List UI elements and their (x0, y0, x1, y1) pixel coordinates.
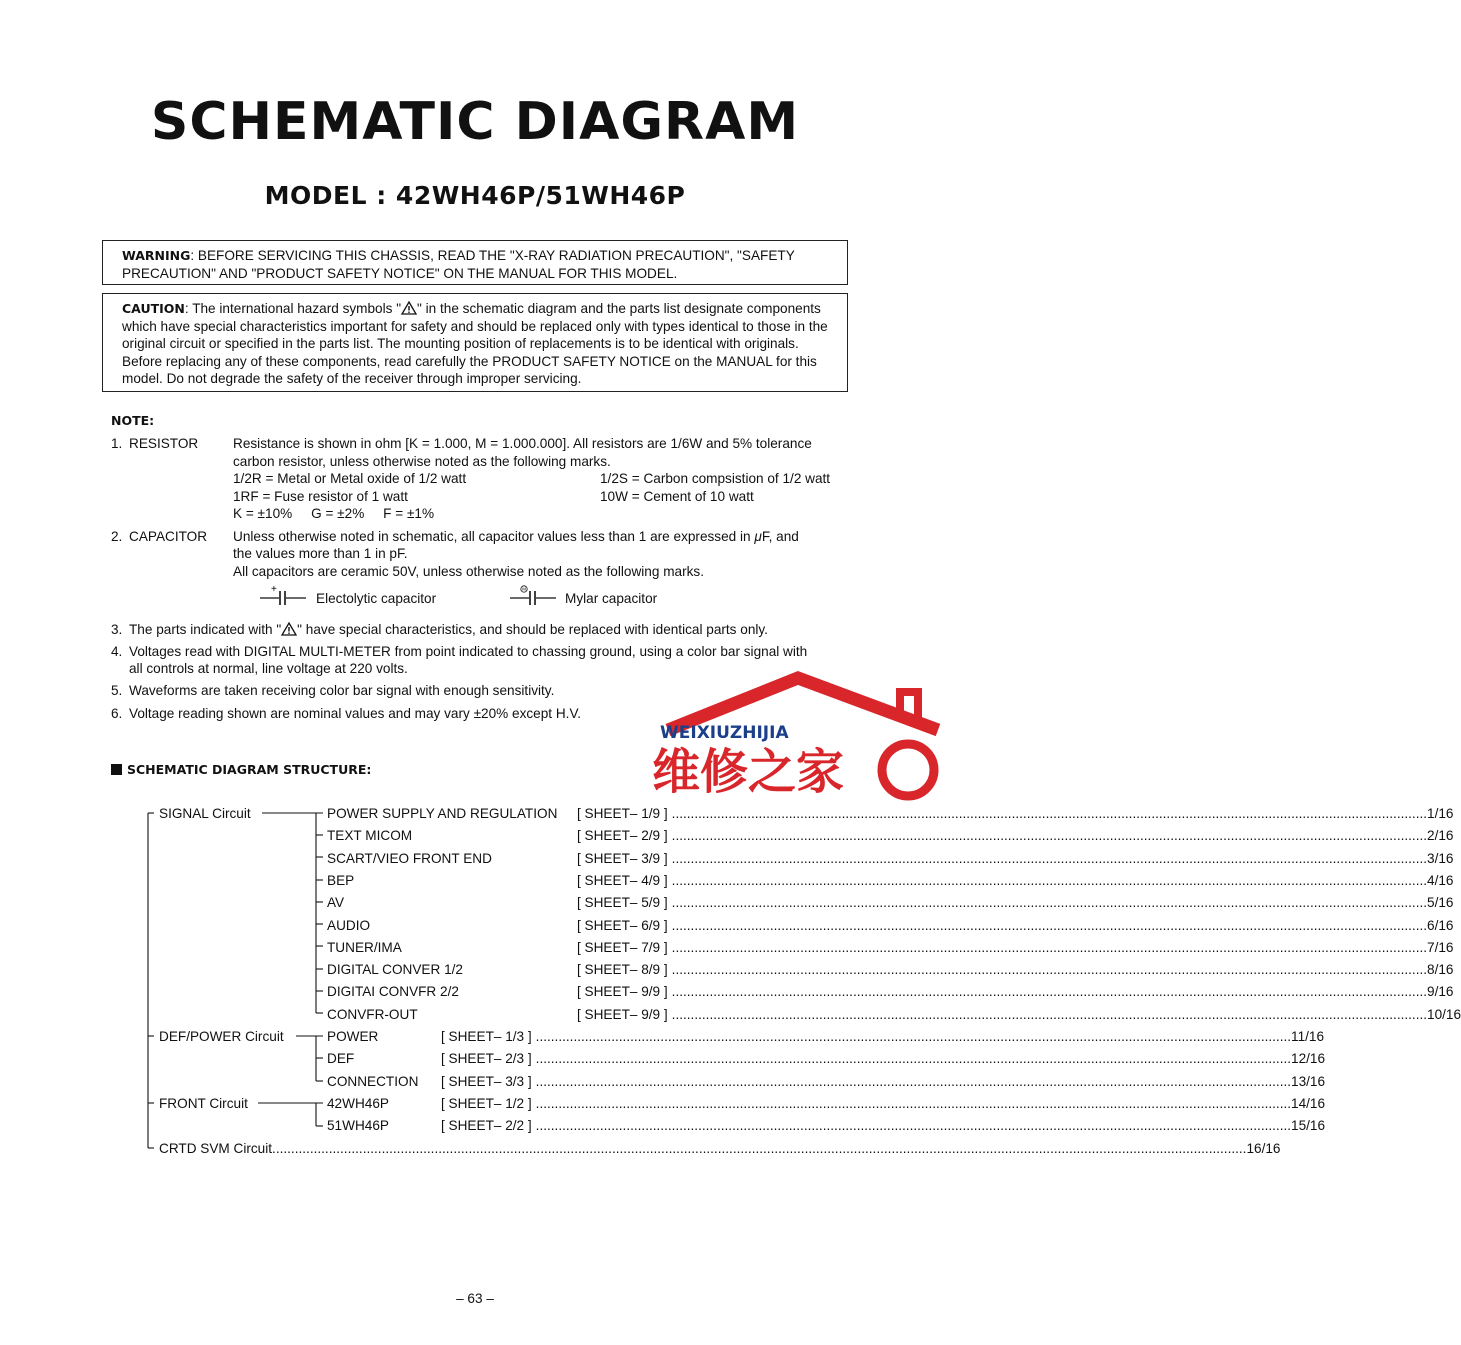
structure-item-ref (577, 917, 1454, 935)
structure-item-ref (441, 1117, 1326, 1135)
note-3-b: " have special characteristics, and should be replaced with identical parts only. (297, 622, 768, 637)
structure-item-ref (577, 850, 1454, 868)
structure-item-ref (577, 872, 1454, 890)
capacitor-line-2: the values more than 1 in pF. (233, 546, 408, 561)
note-3-num: 3. (111, 622, 123, 637)
sheet-ref: [ SHEET– 8/9 ] (577, 962, 668, 977)
dot-leader: ........................................................................................................................................................................................................ (535, 1051, 1292, 1066)
page-ref: 15/16 (1291, 1118, 1326, 1133)
page-ref: 14/16 (1291, 1096, 1326, 1111)
watermark-chinese: 维修之家 (652, 744, 845, 800)
dot-leader: ........................................................................................................................................................................................................ (671, 962, 1428, 977)
page-ref: 4/16 (1427, 873, 1454, 888)
capacitor-num: 2. (111, 529, 123, 544)
structure-item-ref (577, 894, 1454, 912)
resistor-mark-4: 10W = Cement of 10 watt (600, 489, 754, 504)
dot-leader: ........................................................................................................................................................................................................ (671, 806, 1428, 821)
dot-leader: ........................................................................................................................................................................................................ (671, 984, 1428, 999)
structure-item-name: DEF (327, 1051, 355, 1066)
dot-leader: ........................................................................................................................................................................................................ (671, 828, 1428, 843)
structure-item-ref (577, 805, 1454, 823)
page-ref: 1/16 (1427, 806, 1454, 821)
dot-leader: ........................................................................................................................................................................................................ (671, 851, 1428, 866)
sheet-ref: [ SHEET– 1/9 ] (577, 806, 668, 821)
resistor-label: RESISTOR (129, 436, 199, 451)
warning-text-line-1: : BEFORE SERVICING THIS CHASSIS, READ THE "X-RAY RADIATION PRECAUTION", "SAFETY (190, 248, 795, 263)
structure-item-ref (577, 827, 1454, 845)
sheet-ref: [ SHEET– 3/9 ] (577, 851, 668, 866)
structure-item-name: TEXT MICOM (327, 828, 413, 843)
caution-line-4: Before replacing any of these components, read carefully the PRODUCT SAFETY NOTICE on the MANUAL for this (122, 353, 817, 369)
sheet-ref: [ SHEET– 6/9 ] (577, 918, 668, 933)
resistor-num: 1. (111, 436, 123, 451)
caution-text-b: " in the schematic diagram and the parts list designate components (417, 301, 821, 316)
note-4-num: 4. (111, 644, 123, 659)
note-4-line-2: all controls at normal, line voltage at 220 volts. (129, 661, 408, 676)
sheet-ref: [ SHEET– 4/9 ] (577, 873, 668, 888)
structure-item-ref (577, 1006, 1461, 1024)
structure-item-name: 51WH46P (327, 1118, 389, 1133)
dot-leader: ........................................................................................................................................................................................................ (671, 1007, 1428, 1022)
caution-line-5: model. Do not degrade the safety of the receiver through improper servicing. (122, 371, 582, 386)
resistor-tolerance: K = ±10% G = ±2% F = ±1% (233, 506, 435, 521)
structure-item-ref (577, 983, 1454, 1001)
sheet-ref: [ SHEET– 2/3 ] (441, 1051, 532, 1066)
page-ref: 6/16 (1427, 918, 1454, 933)
structure-item-name: BEP (327, 873, 355, 888)
resistor-mark-1: 1/2R = Metal or Metal oxide of 1/2 watt (233, 471, 467, 486)
structure-item-name: DIGITAI CONVFR 2/2 (327, 984, 459, 999)
dot-leader: ........................................................................................................................................................................................................ (671, 940, 1428, 955)
caution-label: CAUTION (122, 301, 185, 316)
mylar-m-label: M (522, 586, 527, 592)
capacitor-line-1a: Unless otherwise noted in schematic, all capacitor values less than 1 are expressed in (233, 529, 755, 544)
defpower-circuit-label: DEF/POWER Circuit (159, 1029, 284, 1044)
dot-leader: ........................................................................................................................................................................................................ (535, 1074, 1292, 1089)
page-ref: 12/16 (1291, 1051, 1326, 1066)
structure-item-name: DIGITAL CONVER 1/2 (327, 962, 463, 977)
sheet-ref: [ SHEET– 3/3 ] (441, 1074, 532, 1089)
caution-line-2: which have special characteristics important for safety and should be replaced only with types identical to those in the (122, 318, 828, 334)
note-5-num: 5. (111, 683, 123, 698)
page-title: SCHEMATIC DIAGRAM (150, 92, 800, 152)
caution-line-3: original circuit or specified in the parts list. The mounting position of replacements is to be identical with originals. (122, 336, 799, 351)
sheet-ref: [ SHEET– 9/9 ] (577, 1007, 668, 1022)
signal-circuit-label: SIGNAL Circuit (159, 806, 251, 821)
structure-item-ref (441, 1028, 1325, 1046)
page-ref: 10/16 (1427, 1007, 1461, 1022)
caution-text-a: : The international hazard symbols " (184, 301, 402, 316)
electrolytic-plus-label: + (271, 584, 277, 595)
micro-symbol: μ (754, 529, 762, 544)
watermark-latin: WEIXIUZHIJIA (660, 723, 789, 743)
crtd-page: 16/16 (1246, 1141, 1281, 1156)
note-6-num: 6. (111, 706, 123, 721)
warning-label: WARNING (122, 248, 191, 263)
structure-item-name: CONVFR-OUT (327, 1007, 418, 1022)
structure-item-name: POWER SUPPLY AND REGULATION (327, 806, 558, 821)
sheet-ref: [ SHEET– 5/9 ] (577, 895, 668, 910)
structure-item-name: TUNER/IMA (327, 940, 402, 955)
structure-item-name: CONNECTION (327, 1074, 419, 1089)
resistor-mark-3: 1RF = Fuse resistor of 1 watt (233, 489, 408, 504)
dot-leader: ........................................................................................................................................................................................................ (671, 873, 1428, 888)
note-4-line-1: Voltages read with DIGITAL MULTI-METER from point indicated to chassing ground, using a color bar signal with (129, 644, 808, 659)
page-ref: 3/16 (1427, 851, 1454, 866)
front-circuit-label: FRONT Circuit (159, 1096, 248, 1111)
dot-leader: .................................................................................................................................................................................................................................................................. (272, 1141, 1247, 1156)
structure-heading-text: SCHEMATIC DIAGRAM STRUCTURE: (127, 762, 372, 777)
sheet-ref: [ SHEET– 2/2 ] (441, 1118, 532, 1133)
structure-item-name: AV (327, 895, 345, 910)
page-ref: 2/16 (1427, 828, 1454, 843)
dot-leader: ........................................................................................................................................................................................................ (671, 895, 1428, 910)
structure-item-ref (441, 1095, 1326, 1113)
dot-leader: ........................................................................................................................................................................................................ (535, 1096, 1292, 1111)
structure-item-name: POWER (327, 1029, 379, 1044)
page-ref: 5/16 (1427, 895, 1454, 910)
resistor-line-2: carbon resistor, unless otherwise noted as the following marks. (233, 454, 611, 469)
sheet-ref: [ SHEET– 9/9 ] (577, 984, 668, 999)
note-heading: NOTE: (111, 413, 155, 428)
structure-item-ref (441, 1050, 1326, 1068)
warning-text-line-2: PRECAUTION" AND "PRODUCT SAFETY NOTICE" ON THE MANUAL FOR THIS MODEL. (122, 265, 678, 281)
sheet-ref: [ SHEET– 1/3 ] (441, 1029, 532, 1044)
sheet-ref: [ SHEET– 2/9 ] (577, 828, 668, 843)
resistor-line-1: Resistance is shown in ohm [K = 1.000, M = 1.000.000]. All resistors are 1/6W and 5% tolerance (233, 436, 812, 451)
dot-leader: ........................................................................................................................................................................................................ (671, 918, 1428, 933)
note-6-text: Voltage reading shown are nominal values and may vary ±20% except H.V. (129, 706, 582, 721)
model-heading: MODEL : 42WH46P/51WH46P (264, 181, 686, 210)
capacitor-line-1b: F, and (761, 529, 799, 544)
crtd-row (159, 1140, 1281, 1158)
structure-item-ref (577, 939, 1454, 957)
dot-leader: ........................................................................................................................................................................................................ (535, 1118, 1292, 1133)
sheet-ref: [ SHEET– 7/9 ] (577, 940, 668, 955)
crtd-circuit-label: CRTD SVM Circuit (159, 1141, 273, 1156)
page-ref: 13/16 (1291, 1074, 1326, 1089)
structure-item-ref (441, 1073, 1326, 1091)
resistor-mark-2: 1/2S = Carbon compsistion of 1/2 watt (600, 471, 831, 486)
structure-item-ref (577, 961, 1454, 979)
page-ref: 9/16 (1427, 984, 1454, 999)
page-number: – 63 – (456, 1291, 494, 1306)
mylar-label: Mylar capacitor (565, 591, 658, 606)
note-5-text: Waveforms are taken receiving color bar signal with enough sensitivity. (129, 683, 555, 698)
structure-item-name: AUDIO (327, 918, 371, 933)
note-3-a: The parts indicated with " (129, 622, 282, 637)
page-ref: 8/16 (1427, 962, 1454, 977)
structure-item-name: SCART/VIEO FRONT END (327, 851, 492, 866)
dot-leader: ........................................................................................................................................................................................................ (535, 1029, 1292, 1044)
sheet-ref: [ SHEET– 1/2 ] (441, 1096, 532, 1111)
structure-item-name: 42WH46P (327, 1096, 389, 1111)
electrolytic-label: Electolytic capacitor (316, 591, 437, 606)
page-ref: 7/16 (1427, 940, 1454, 955)
page-ref: 11/16 (1291, 1029, 1325, 1044)
capacitor-label: CAPACITOR (129, 529, 208, 544)
capacitor-line-3: All capacitors are ceramic 50V, unless otherwise noted as the following marks. (233, 564, 704, 579)
